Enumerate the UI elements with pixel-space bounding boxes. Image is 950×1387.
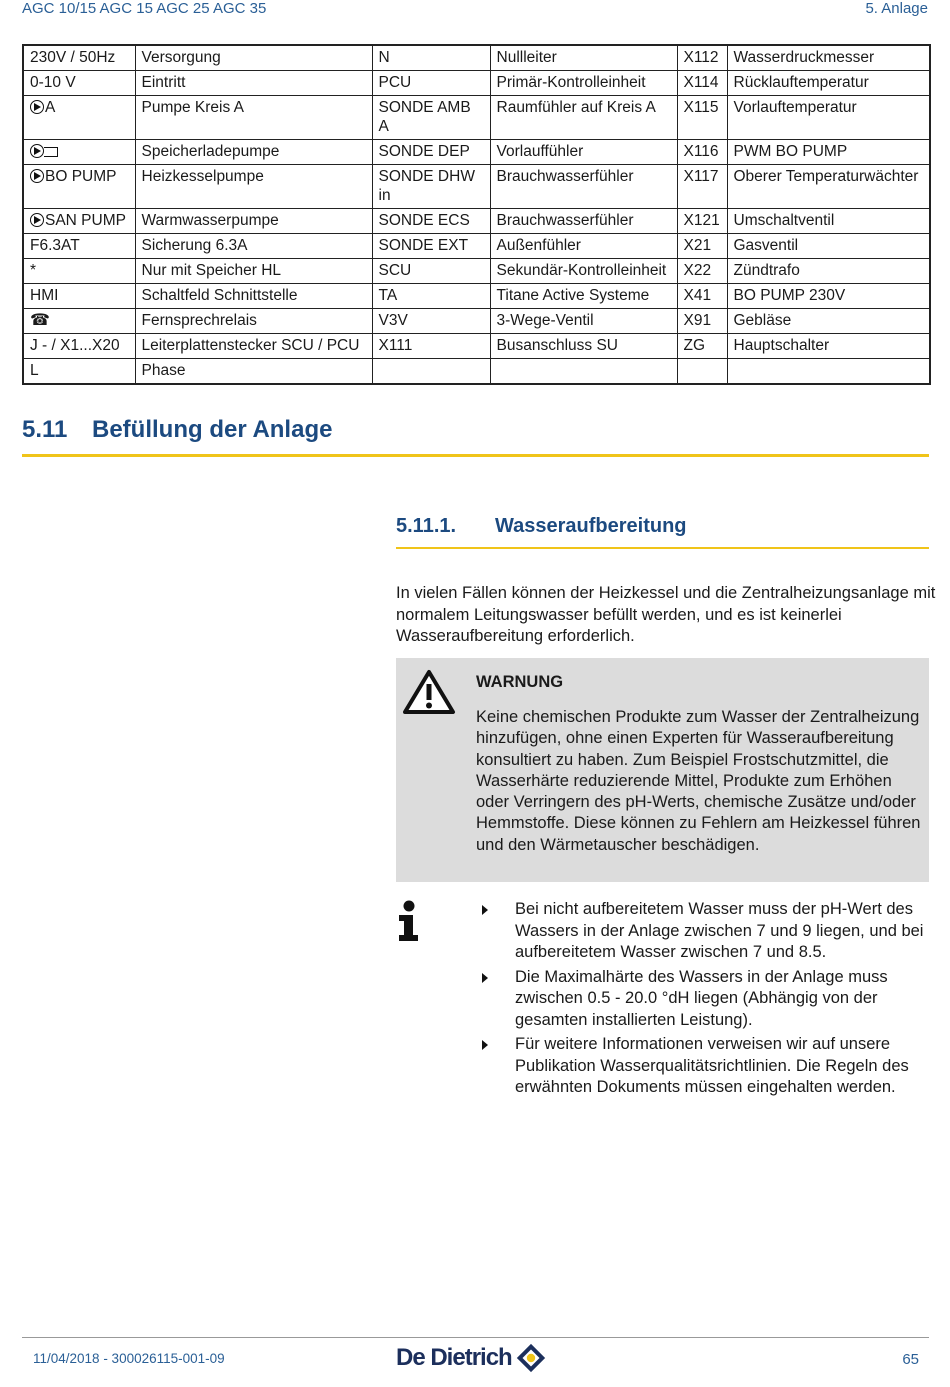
table-cell: ZG	[677, 334, 727, 359]
table-cell	[490, 359, 677, 385]
warning-box	[396, 658, 929, 882]
pump-icon	[30, 169, 44, 183]
table-cell: 230V / 50Hz	[23, 45, 135, 71]
table-row	[23, 284, 930, 309]
subsection-divider	[396, 547, 929, 549]
table-cell: X112	[677, 45, 727, 71]
table-cell: SONDE DHW in	[372, 165, 490, 209]
table-row	[23, 71, 930, 96]
table-cell	[372, 359, 490, 385]
table-cell: Raumfühler auf Kreis A	[490, 96, 677, 140]
table-cell: Schaltfeld Schnittstelle	[135, 284, 372, 309]
info-bullet-list	[482, 899, 932, 1102]
list-item	[482, 1034, 932, 1099]
table-cell: Vorlauftemperatur	[727, 96, 930, 140]
footer-date-ref: 11/04/2018 - 300026115-001-09	[33, 1351, 225, 1366]
table-row	[23, 259, 930, 284]
table-cell: SONDE EXT	[372, 234, 490, 259]
section-number: 5.11	[22, 416, 68, 443]
bullet-arrow-icon	[482, 973, 488, 983]
table-cell: TA	[372, 284, 490, 309]
section-title: Befüllung der Anlage	[92, 416, 333, 443]
table-cell: Nur mit Speicher HL	[135, 259, 372, 284]
pump-icon	[30, 100, 44, 114]
table-cell: Fernsprechrelais	[135, 309, 372, 334]
cell-text: A	[45, 99, 56, 116]
phone-icon: ☎	[30, 312, 50, 329]
table-cell: Vorlauffühler	[490, 140, 677, 165]
footer-divider	[22, 1337, 929, 1338]
section-heading	[22, 416, 332, 444]
table-cell: Phase	[135, 359, 372, 385]
brand-logo	[396, 1341, 548, 1375]
pump-icon	[30, 144, 44, 158]
warning-triangle-icon	[402, 668, 456, 716]
table-cell: Hauptschalter	[727, 334, 930, 359]
table-cell: V3V	[372, 309, 490, 334]
table-cell: Eintritt	[135, 71, 372, 96]
subsection-heading	[396, 515, 687, 538]
table-cell: J - / X1...X20	[23, 334, 135, 359]
table-cell: SCU	[372, 259, 490, 284]
table-row	[23, 165, 930, 209]
table-row	[23, 45, 930, 71]
table-cell: X116	[677, 140, 727, 165]
table-row	[23, 96, 930, 140]
table-cell: Heizkesselpumpe	[135, 165, 372, 209]
legend-table	[22, 44, 931, 385]
header-chapter: 5. Anlage	[865, 0, 928, 17]
tap-icon	[44, 147, 58, 157]
table-cell: X111	[372, 334, 490, 359]
table-row	[23, 140, 930, 165]
table-cell: Wasserdruckmesser	[727, 45, 930, 71]
table-cell: X22	[677, 259, 727, 284]
table-cell: Speicherladepumpe	[135, 140, 372, 165]
table-cell: Gasventil	[727, 234, 930, 259]
table-cell: X91	[677, 309, 727, 334]
table-cell: Pumpe Kreis A	[135, 96, 372, 140]
table-cell: Nullleiter	[490, 45, 677, 71]
table-cell	[23, 209, 135, 234]
table-cell: Brauchwasserfühler	[490, 209, 677, 234]
table-cell: X114	[677, 71, 727, 96]
table-cell: Sekundär-Kontrolleinheit	[490, 259, 677, 284]
subsection-number: 5.11.1.	[396, 515, 457, 537]
table-cell: Oberer Temperaturwächter	[727, 165, 930, 209]
warning-title: WARNUNG	[476, 673, 564, 691]
table-cell: *	[23, 259, 135, 284]
table-cell: Titane Active Systeme	[490, 284, 677, 309]
page-number: 65	[902, 1351, 919, 1368]
bullet-arrow-icon	[482, 1040, 488, 1050]
bullet-text: Für weitere Informationen verweisen wir auf unsere Publikation Wasserqualitätsrichtlinien. Die Regeln des erwähnten Dokuments müssen eingehalten werden.	[515, 1035, 909, 1096]
table-row	[23, 234, 930, 259]
brand-name: De Dietrich	[396, 1344, 512, 1371]
table-cell: Busanschluss SU	[490, 334, 677, 359]
table-cell: Außenfühler	[490, 234, 677, 259]
table-cell: Brauchwasserfühler	[490, 165, 677, 209]
table-cell: Rücklauftemperatur	[727, 71, 930, 96]
list-item	[482, 967, 932, 1032]
info-icon	[396, 900, 422, 942]
table-cell: PWM BO PUMP	[727, 140, 930, 165]
table-cell: SONDE AMB A	[372, 96, 490, 140]
table-cell: HMI	[23, 284, 135, 309]
table-cell	[23, 165, 135, 209]
subsection-title: Wasseraufbereitung	[495, 515, 687, 537]
table-row	[23, 209, 930, 234]
bullet-text: Bei nicht aufbereitetem Wasser muss der pH-Wert des Wassers in der Anlage zwischen 7 und 9 liegen, und bei aufbereitetem Wasser zwischen 7 und 8.5.	[515, 900, 924, 961]
intro-paragraph: In vielen Fällen können der Heizkessel und die Zentralheizungsanlage mit normalem Leitungswasser befüllt werden, und es ist keinerlei Wasseraufbereitung erforderlich.	[396, 584, 936, 645]
pump-icon	[30, 213, 44, 227]
table-cell: Leiterplattenstecker SCU / PCU	[135, 334, 372, 359]
table-cell: 0-10 V	[23, 71, 135, 96]
header-models: AGC 10/15 AGC 15 AGC 25 AGC 35	[22, 0, 267, 17]
table-cell: Versorgung	[135, 45, 372, 71]
table-cell	[23, 96, 135, 140]
table-cell: Umschaltventil	[727, 209, 930, 234]
table-cell	[727, 359, 930, 385]
table-cell: N	[372, 45, 490, 71]
table-row	[23, 309, 930, 334]
table-cell: Sicherung 6.3A	[135, 234, 372, 259]
table-cell: X115	[677, 96, 727, 140]
section-divider	[22, 454, 929, 457]
brand-logo-icon	[514, 1341, 548, 1375]
table-cell: Warmwasserpumpe	[135, 209, 372, 234]
table-row	[23, 334, 930, 359]
bullet-text: Die Maximalhärte des Wassers in der Anlage muss zwischen 0.5 - 20.0 °dH liegen (Abhängig von der gesamten installierten Leistung).	[515, 967, 888, 1029]
bullet-arrow-icon	[482, 905, 488, 915]
table-cell: Primär-Kontrolleinheit	[490, 71, 677, 96]
table-cell: L	[23, 359, 135, 385]
table-cell	[677, 359, 727, 385]
table-cell: X121	[677, 209, 727, 234]
list-item	[482, 899, 932, 964]
table-row	[23, 359, 930, 385]
table-cell: F6.3AT	[23, 234, 135, 259]
table-cell: X117	[677, 165, 727, 209]
table-cell: Zündtrafo	[727, 259, 930, 284]
table-cell	[23, 309, 135, 334]
table-cell: SONDE DEP	[372, 140, 490, 165]
table-cell: SONDE ECS	[372, 209, 490, 234]
table-cell: X41	[677, 284, 727, 309]
table-cell	[23, 140, 135, 165]
table-cell: 3-Wege-Ventil	[490, 309, 677, 334]
table-cell: BO PUMP 230V	[727, 284, 930, 309]
cell-text: BO PUMP	[45, 168, 117, 185]
cell-text: SAN PUMP	[45, 212, 126, 229]
warning-text: Keine chemischen Produkte zum Wasser der Zentralheizung hinzufügen, ohne einen Experten für Wasseraufbereitung konsultiert zu haben. Zum Beispiel Frostschutzmittel, die Wasserhärte reduzierende Mittel, Produkte zum Erhöhen oder Verringern des pH-Werts, chemische Zusätze und/oder Hemmstoffe. Diese können zu Fehlern am Heizkessel führen und den Wärmetauscher beschädigen.	[476, 708, 921, 854]
table-cell: X21	[677, 234, 727, 259]
table-cell: Gebläse	[727, 309, 930, 334]
table-cell: PCU	[372, 71, 490, 96]
